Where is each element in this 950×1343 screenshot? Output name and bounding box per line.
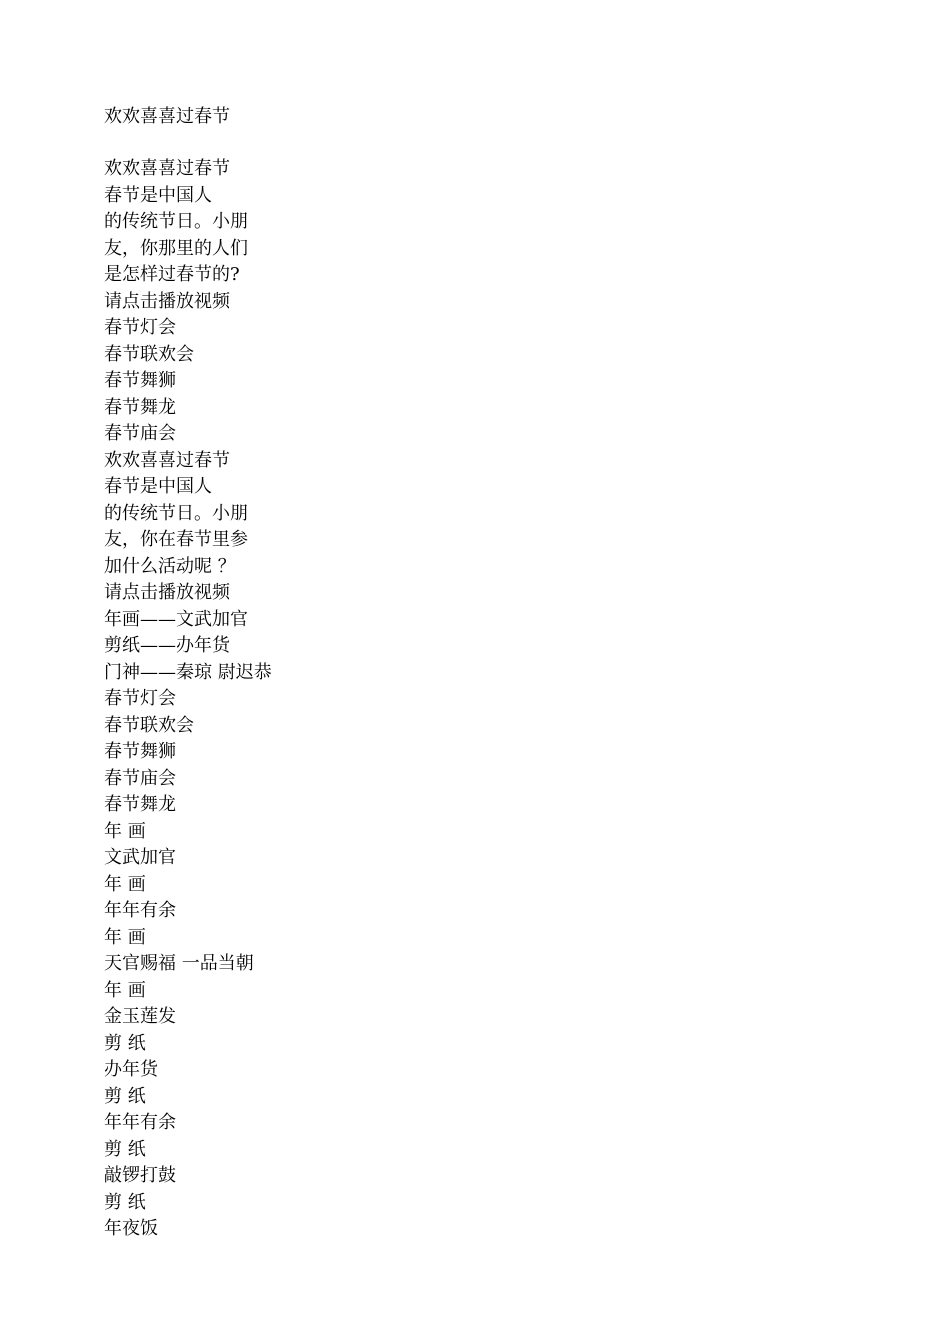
text-line: 门神——秦琼 尉迟恭 [104, 661, 272, 683]
text-line: 友，你那里的人们 [104, 237, 248, 259]
text-line: 欢欢喜喜过春节 [104, 449, 230, 471]
text-line: 春节是中国人 [104, 184, 212, 206]
text-line: 欢欢喜喜过春节 [104, 158, 230, 179]
text-line: 年年有余 [104, 1112, 176, 1133]
text-line: 请点击播放视频 [104, 582, 230, 603]
document-title: 欢欢喜喜过春节 [104, 106, 230, 127]
text-line: 春节庙会 [104, 423, 176, 444]
text-line: 请点击播放视频 [104, 290, 230, 312]
text-line: 文武加官 [104, 847, 176, 868]
text-line: 年画——文武加官 [104, 608, 248, 630]
text-line: 春节舞狮 [104, 370, 176, 391]
text-line: 春节灯会 [104, 688, 176, 709]
text-line: 剪纸——办年货 [104, 635, 230, 656]
text-line: 春节舞龙 [104, 794, 176, 815]
text-line: 加什么活动呢 ？ [104, 555, 236, 577]
text-line: 友，你在春节里参 [104, 529, 248, 550]
text-line: 春节联欢会 [104, 714, 194, 736]
text-line: 天官赐福 一品当朝 [104, 953, 254, 974]
text-line: 是怎样过春节的? [104, 264, 240, 285]
text-line: 春节是中国人 [104, 476, 212, 497]
text-line: 金玉莲发 [104, 1006, 176, 1027]
text-line: 剪 纸 [104, 1191, 146, 1213]
text-line: 年夜饭 [104, 1218, 158, 1239]
text-line: 春节灯会 [104, 317, 176, 338]
text-line: 年 画 [104, 873, 146, 895]
text-line: 年 画 [104, 926, 146, 948]
text-line: 的传统节日。小朋 [104, 211, 248, 232]
text-line: 剪 纸 [104, 1085, 146, 1107]
text-line: 春节舞狮 [104, 741, 176, 762]
text-line: 敲锣打鼓 [104, 1165, 176, 1186]
text-line: 春节舞龙 [104, 396, 176, 418]
text-line: 年 画 [104, 979, 146, 1001]
document-text-lines [104, 156, 272, 1243]
text-line: 的传统节日。小朋 [104, 502, 248, 524]
text-line: 剪 纸 [104, 1032, 146, 1054]
text-line: 剪 纸 [104, 1138, 146, 1160]
text-line: 年 画 [104, 820, 146, 842]
text-line: 年年有余 [104, 900, 176, 921]
text-line: 春节庙会 [104, 767, 176, 789]
text-line: 办年货 [104, 1059, 158, 1080]
text-line: 春节联欢会 [104, 343, 194, 365]
